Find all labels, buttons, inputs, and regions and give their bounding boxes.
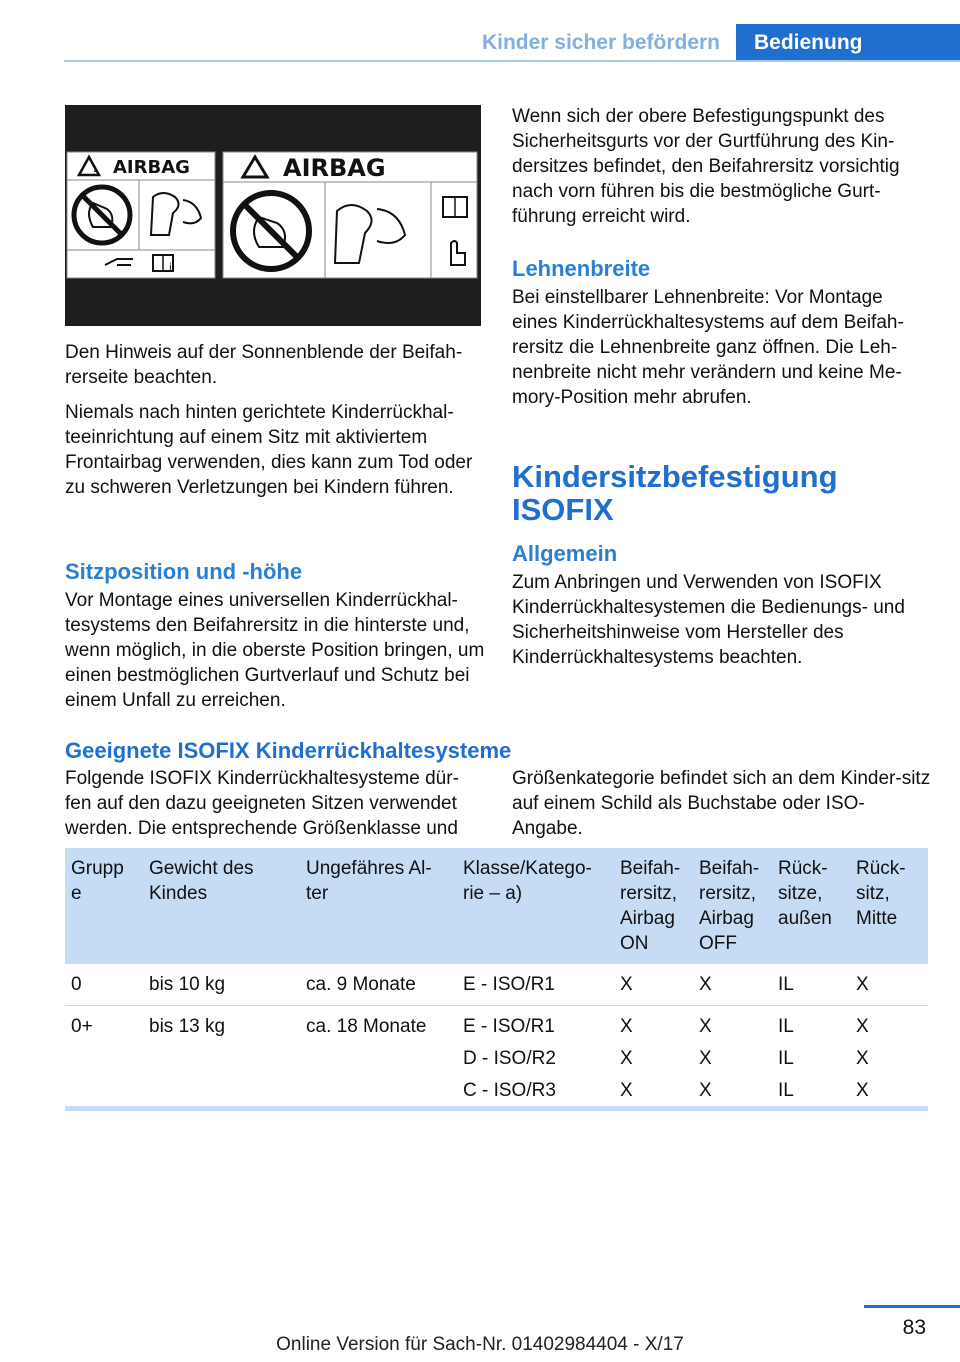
value-item: X xyxy=(856,1080,869,1101)
cell-airbag-on: X xyxy=(614,964,693,1006)
seat-position-text: Vor Montage eines universellen Kinderrückhal-tesystems den Beifahrersitz in die hinterste und, wenn möglich, in die oberste Position bringen, um einen bestmöglichen Gurtverlauf und Schutz bei einem Unfall zu erreichen. xyxy=(65,590,485,711)
cell-group: 0+ xyxy=(71,1016,93,1037)
seat-position-heading: Sitzposition und -höhe xyxy=(65,559,303,584)
col-header-rear-middle: Rück-sitz, Mitte xyxy=(850,848,928,964)
col-header-airbag-off: Beifah-rersitz, Airbag OFF xyxy=(693,848,772,964)
class-item: D - ISO/R2 xyxy=(463,1048,556,1069)
value-item: X xyxy=(856,1016,869,1037)
backrest-width-heading: Lehnenbreite xyxy=(512,256,651,281)
suitable-isofix-heading: Geeignete ISOFIX Kinderrückhaltesysteme xyxy=(65,738,512,763)
value-item: IL xyxy=(778,1016,794,1037)
belt-anchor-text: Wenn sich der obere Befestigungspunkt des Sicherheitsgurts vor der Gurtführung des Kin-dersitzes befindet, den Beifahrersitz vorsichtig nach vorn führen bis die bestmögliche Gurt-führung erreicht wird. xyxy=(512,106,900,227)
general-heading: Allgemein xyxy=(512,541,618,566)
cell-airbag-off: X xyxy=(693,964,772,1006)
isofix-general-text: Zum Anbringen und Verwenden von ISOFIX Kinderrückhaltesystemen die Bedienungs- und Sicherheitshinweise vom Hersteller des Kinderrückhaltesystems beachten. xyxy=(512,572,905,668)
class-item: C - ISO/R3 xyxy=(463,1080,556,1101)
cell-class: E - ISO/R1 xyxy=(457,964,614,1006)
table-bottom-rule xyxy=(65,1106,928,1111)
class-item: E - ISO/R1 xyxy=(463,1016,555,1037)
left-column xyxy=(65,340,485,510)
cell-weight: bis 10 kg xyxy=(143,964,300,1006)
col-header-airbag-on: Beifah-rersitz, Airbag ON xyxy=(614,848,693,964)
value-item: X xyxy=(620,1080,633,1101)
cell-age: ca. 18 Monate xyxy=(306,1016,427,1037)
value-item: X xyxy=(699,1016,712,1037)
airbag-warning-label-image xyxy=(65,105,481,326)
cell-classes xyxy=(457,1006,614,1119)
cell-age: ca. 9 Monate xyxy=(300,964,457,1006)
header-section-title: Kinder sicher befördern xyxy=(481,31,720,54)
cell-rear-outer xyxy=(772,1006,850,1119)
cell-rear-middle xyxy=(850,1006,928,1119)
page-number: 83 xyxy=(902,1316,926,1339)
table-header-row xyxy=(65,848,928,964)
backrest-width-text: Bei einstellbarer Lehnenbreite: Vor Montage eines Kinderrückhaltesystems auf dem Beifah-rersitz die Lehnenbreite ganz öffnen. Die Leh-nenbreite nicht mehr verändern und keine Me-mory-Position mehr abrufen. xyxy=(512,287,904,408)
col-header-class: Klasse/Katego-rie – a) xyxy=(457,848,614,964)
airbag-label-graphic xyxy=(65,105,481,326)
rear-facing-warning: Niemals nach hinten gerichtete Kinderrückhal-teeinrichtung auf einem Sitz mit aktiviertem Frontairbag verwenden, dies kann zum Tod oder zu schweren Verletzungen bei Kindern führen. xyxy=(65,402,473,498)
isofix-section xyxy=(512,460,932,680)
footer-rule xyxy=(864,1305,960,1308)
value-item: X xyxy=(620,1016,633,1037)
col-header-weight: Gewicht des Kindes xyxy=(143,848,300,964)
header-chapter-tab: Bedienung xyxy=(736,24,960,62)
airbag-label-large: AIRBAG xyxy=(283,154,386,182)
cell-airbag-on xyxy=(614,1006,693,1119)
right-column xyxy=(512,104,932,239)
table-row xyxy=(65,964,928,1006)
value-item: IL xyxy=(778,1080,794,1101)
isofix-compatibility-table xyxy=(65,848,928,1118)
col-header-age: Ungefähres Al-ter xyxy=(300,848,457,964)
value-item: IL xyxy=(778,1048,794,1069)
header-rule xyxy=(64,60,960,62)
table-row xyxy=(65,1006,928,1119)
value-item: X xyxy=(620,1048,633,1069)
svg-text:i: i xyxy=(169,262,172,273)
value-item: X xyxy=(856,1048,869,1069)
cell-group: 0 xyxy=(65,964,143,1006)
col-header-rear-outer: Rück-sitze, außen xyxy=(772,848,850,964)
col-header-group: Grupp e xyxy=(65,848,143,964)
isofix-heading: Kindersitzbefestigung ISOFIX xyxy=(512,459,838,527)
airbag-label-small: AIRBAG xyxy=(113,157,190,178)
value-item: X xyxy=(699,1048,712,1069)
backrest-width-section xyxy=(512,255,932,420)
sunvisor-note: Den Hinweis auf der Sonnenblende der Beifah-rerseite beachten. xyxy=(65,342,463,388)
suitable-right-text: Größenkategorie befindet sich an dem Kinder-sitz auf einem Schild als Buchstabe oder ISO-Angabe. xyxy=(512,768,931,839)
svg-text:!: ! xyxy=(93,165,97,174)
cell-rear-middle: X xyxy=(850,964,928,1006)
cell-weight: bis 13 kg xyxy=(149,1016,226,1037)
cell-rear-outer: IL xyxy=(772,964,850,1006)
suitable-left-text: Folgende ISOFIX Kinderrückhaltesysteme dür-fen auf den dazu geeigneten Sitzen verwendet werden. Die entsprechende Größenklasse und xyxy=(65,768,459,839)
seat-position-section xyxy=(65,558,485,723)
cell-airbag-off xyxy=(693,1006,772,1119)
online-version-note: Online Version für Sach-Nr. 01402984404 - X/17 xyxy=(276,1334,684,1355)
value-item: X xyxy=(699,1080,712,1101)
